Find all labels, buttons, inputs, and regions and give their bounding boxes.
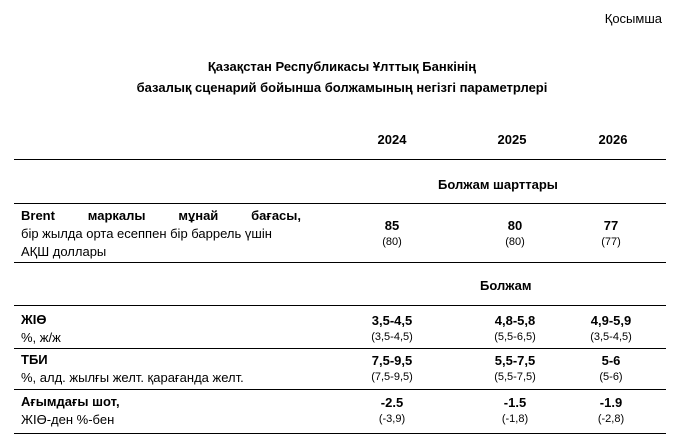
gdp-value-2025: 4,8-5,8	[494, 313, 536, 328]
cpi-label: ТБИ	[21, 352, 48, 367]
current-account-prev-2025: (-1,8)	[501, 413, 529, 425]
current-account-label: Ағымдағы шот,	[21, 394, 120, 409]
cpi-prev-2026: (5-6)	[599, 371, 623, 383]
table-divider	[14, 348, 666, 349]
cpi-value-2024: 7,5-9,5	[371, 353, 413, 368]
current-account-value-2024: -2.5	[380, 395, 404, 410]
brent-prev-2025: (80)	[505, 236, 525, 248]
gdp-prev-2024: (3,5-4,5)	[371, 331, 413, 343]
year-header-2026: 2026	[598, 132, 628, 147]
current-account-value-2026: -1.9	[599, 395, 623, 410]
current-account-prev-2024: (-3,9)	[378, 413, 406, 425]
brent-value-2025: 80	[507, 218, 523, 233]
brent-label-line-1: Brent маркалы мұнай бағасы,	[21, 208, 301, 223]
brent-prev-2026: (77)	[601, 236, 621, 248]
table-divider	[14, 203, 666, 204]
gdp-label: ЖІӨ	[21, 312, 47, 327]
section-assumptions: Болжам шарттары	[438, 177, 558, 192]
table-divider	[14, 159, 666, 160]
gdp-prev-2026: (3,5-4,5)	[590, 331, 632, 343]
brent-label-line-2: бір жылда орта есеппен бір баррель үшін	[21, 226, 272, 241]
current-account-value-2025: -1.5	[503, 395, 527, 410]
brent-prev-2024: (80)	[382, 236, 402, 248]
cpi-value-2026: 5-6	[601, 353, 621, 368]
table-divider	[14, 305, 666, 306]
current-account-label-sub: ЖІӨ-ден %-бен	[21, 412, 115, 427]
cpi-label-sub: %, алд. жылғы желт. қарағанда желт.	[21, 370, 244, 385]
brent-value-2024: 85	[384, 218, 400, 233]
table-divider	[14, 433, 666, 434]
brent-value-2026: 77	[603, 218, 619, 233]
table-divider	[14, 389, 666, 390]
row-label-current-account	[21, 393, 120, 429]
current-account-prev-2026: (-2,8)	[597, 413, 625, 425]
row-label-gdp	[21, 311, 61, 347]
section-forecast: Болжам	[480, 278, 532, 293]
year-header-2025: 2025	[497, 132, 527, 147]
gdp-value-2026: 4,9-5,9	[590, 313, 632, 328]
year-header-2024: 2024	[377, 132, 407, 147]
appendix-label: Қосымша	[604, 11, 662, 26]
cpi-value-2025: 5,5-7,5	[494, 353, 536, 368]
gdp-prev-2025: (5,5-6,5)	[494, 331, 536, 343]
brent-label-line-3: АҚШ доллары	[21, 244, 107, 259]
document-title-line-1: Қазақстан Республикасы Ұлттық Банкінің	[207, 59, 477, 74]
table-divider	[14, 262, 666, 263]
gdp-value-2024: 3,5-4,5	[371, 313, 413, 328]
cpi-prev-2024: (7,5-9,5)	[371, 371, 413, 383]
gdp-label-sub: %, ж/ж	[21, 330, 61, 345]
cpi-prev-2025: (5,5-7,5)	[494, 371, 536, 383]
document-title-line-2: базалық сценарий бойынша болжамының негізгі параметрлері	[136, 80, 548, 95]
row-label-cpi	[21, 351, 244, 387]
row-label-brent	[21, 207, 301, 261]
